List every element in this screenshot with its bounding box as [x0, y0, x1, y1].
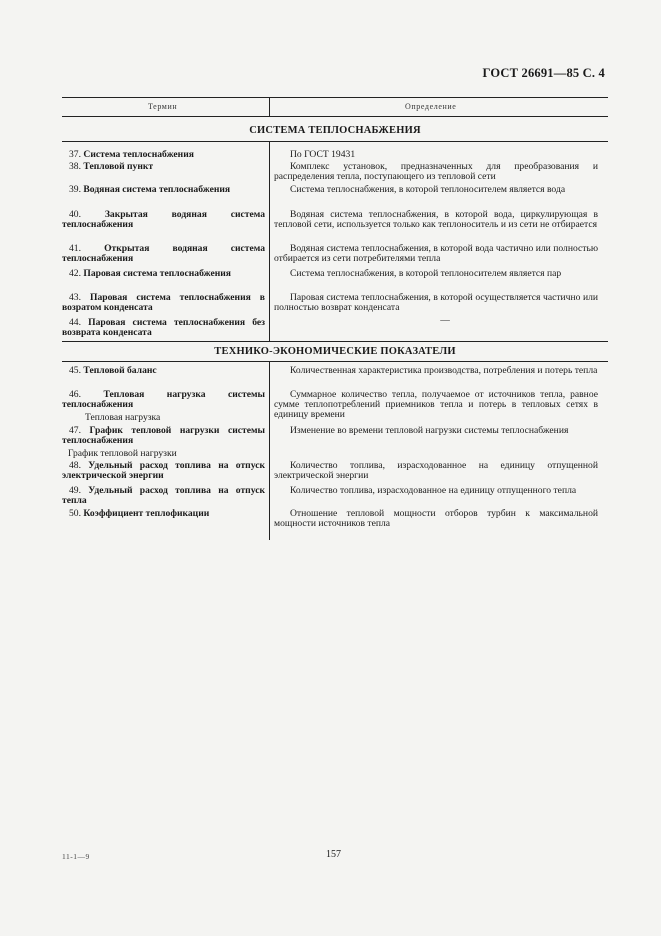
section-title: ТЕХНИКО-ЭКОНОМИЧЕСКИЕ ПОКАЗАТЕЛИ [214, 346, 456, 357]
section-rule [62, 361, 608, 362]
definition-entry: Паровая система теплоснабжения, в которой осуществляется частично или полностью возврат конденсата [274, 292, 598, 313]
term-entry: 46. Тепловая нагрузка системы теплоснабжения [62, 389, 265, 410]
column-divider [269, 361, 270, 540]
term-entry: 41. Открытая водяная система теплоснабжения [62, 243, 265, 264]
column-header-definition: Определение [405, 102, 457, 111]
page-number: 157 [326, 849, 341, 860]
column-divider [269, 141, 270, 341]
definition-entry: Количественная характеристика производства, потребления и потерь тепла [290, 365, 598, 376]
term-entry: 45. Тепловой баланс [69, 365, 157, 376]
definition-entry: Комплекс установок, предназначенных для преобразования и распределения тепла, поступающего из тепловой сети [274, 161, 598, 182]
section-rule [62, 341, 608, 342]
term-entry: 39. Водяная система теплоснабжения [69, 184, 231, 195]
term-entry: 50. Коэффициент теплофикации [69, 508, 210, 519]
definition-entry: Система теплоснабжения, в которой теплоносителем является пар [290, 268, 562, 279]
term-entry: 42. Паровая система теплоснабжения [69, 268, 231, 279]
definition-entry: Система теплоснабжения, в которой теплоносителем является вода [290, 184, 566, 195]
term-entry: 38. Тепловой пункт [69, 161, 154, 172]
term-entry: 43. Паровая система теплоснабжения в возратом конденсата [62, 292, 265, 313]
definition-entry: Суммарное количество тепла, получаемое от источников тепла, равное сумме теплопотреблений приемников тепла и потерь в тепловых сетях в единицу времени [274, 389, 598, 420]
definition-entry: По ГОСТ 19431 [290, 149, 356, 160]
term-entry: 44. Паровая система теплоснабжения без возврата конденсата [62, 317, 266, 338]
term-synonym: График тепловой нагрузки [68, 448, 177, 459]
term-entry: 47. График тепловой нагрузки системы теплоснабжения [62, 425, 265, 446]
definition-entry: Количество топлива, израсходованное на единицу отпущенного тепла [290, 485, 577, 496]
page-header: ГОСТ 26691—85 С. 4 [482, 66, 605, 80]
term-entry: 49. Удельный расход топлива на отпуск тепла [62, 485, 265, 506]
table-header-rule [62, 116, 608, 117]
column-header-term: Термин [148, 102, 178, 111]
definition-entry: Отношение тепловой мощности отборов турбин к максимальной мощности источников тепла [274, 508, 598, 529]
definition-entry: — [440, 315, 450, 326]
column-header-divider [269, 97, 270, 116]
term-synonym: Тепловая нагрузка [85, 412, 161, 423]
table-top-rule [62, 97, 608, 98]
definition-entry: Количество топлива, израсходованное на единицу отпущенной электрической энергии [274, 460, 598, 481]
definition-entry: Водяная система теплоснабжения, в которой вода частично или полностью отбирается из сети потребителями тепла [274, 243, 598, 264]
term-entry: 40. Закрытая водяная система теплоснабжения [62, 209, 265, 230]
print-code: 11-1—9 [62, 852, 90, 861]
definition-entry: Водяная система теплоснабжения, в которой вода, циркулирующая в тепловой сети, используется только как теплоноситель и из сети не отбирается [274, 209, 598, 230]
term-entry: 48. Удельный расход топлива на отпуск электрической энергии [62, 460, 265, 481]
term-entry: 37. Система теплоснабжения [69, 149, 194, 160]
section-title: СИСТЕМА ТЕПЛОСНАБЖЕНИЯ [249, 125, 421, 136]
definition-entry: Изменение во времени тепловой нагрузки системы теплоснабжения [290, 425, 569, 436]
section-rule [62, 141, 608, 142]
